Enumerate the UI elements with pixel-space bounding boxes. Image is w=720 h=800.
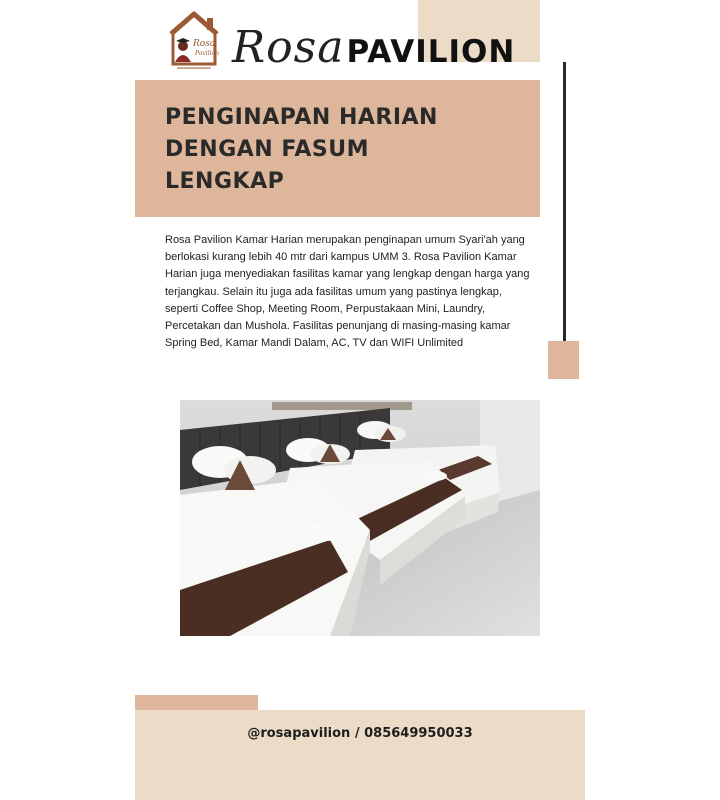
page-title bbox=[165, 102, 525, 198]
brand-name-script: Rosa bbox=[232, 22, 345, 73]
title-line: LENGKAP bbox=[165, 169, 285, 194]
decorative-square bbox=[548, 341, 579, 379]
brand-name-bold: PAVILION bbox=[346, 34, 516, 70]
house-logo-icon bbox=[165, 10, 223, 72]
decorative-vertical-line bbox=[563, 62, 566, 342]
room-photo bbox=[180, 400, 540, 636]
contact-info: @rosapavilion / 085649950033 bbox=[247, 726, 473, 741]
svg-text:Pavilion: Pavilion bbox=[195, 50, 219, 57]
description-text: Rosa Pavilion Kamar Harian merupakan penginapan umum Syari'ah yang berlokasi kurang lebih 40 mtr dari kampus UMM 3. Rosa Pavilion Kamar Harian juga menyediakan fasilitas kamar yang lengkap dengan harga yang terjangkau. Selain itu juga ada fasilitas umum yang pastinya lengkap, seperti Coffee Shop, Meeting Room, Perpustakaan Mini, Laundry, Percetakan dan Mushola. Fasilitas penunjang di masing-masing kamar Spring Bed, Kamar Mandi Dalam, AC, TV dan WIFI Unlimited bbox=[165, 234, 530, 350]
logo-text: Rosa bbox=[193, 39, 216, 49]
brand-name bbox=[232, 22, 515, 72]
title-line: DENGAN FASUM bbox=[165, 137, 369, 162]
title-line: PENGINAPAN HARIAN bbox=[165, 105, 438, 130]
contact-panel bbox=[135, 710, 585, 800]
room-illustration bbox=[180, 400, 540, 636]
decorative-bottom-strip bbox=[135, 695, 258, 710]
